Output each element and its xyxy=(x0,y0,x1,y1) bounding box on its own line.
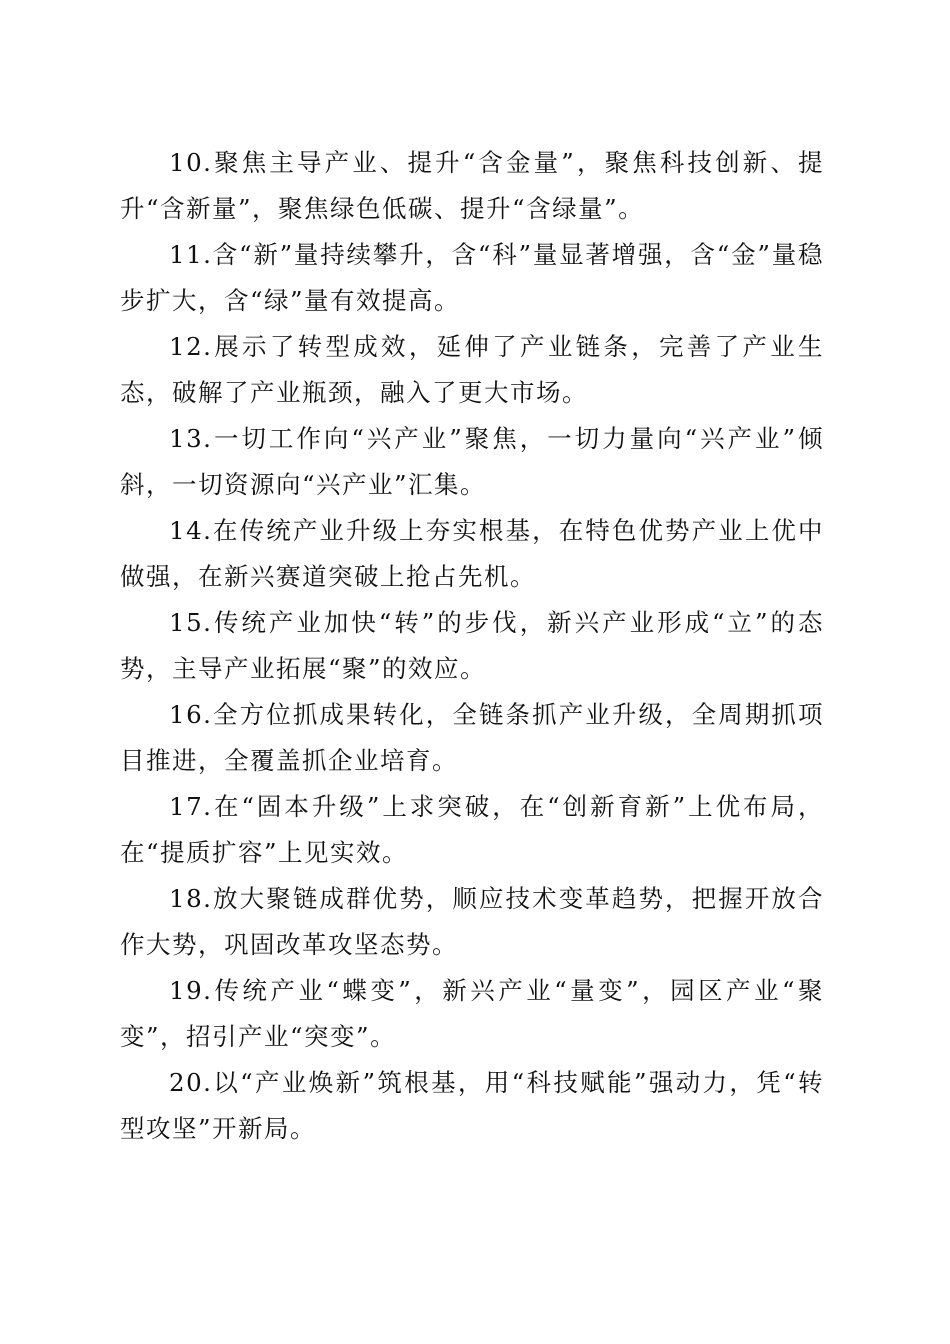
list-item-18: 18.放大聚链成群优势，顺应技术变革趋势，把握开放合作大势，巩固改革攻坚态势。 xyxy=(120,884,824,959)
list-item-15: 15.传统产业加快“转”的步伐，新兴产业形成“立”的态势，主导产业拓展“聚”的效应。 xyxy=(120,608,824,683)
list-item-12: 12.展示了转型成效，延伸了产业链条，完善了产业生态，破解了产业瓶颈，融入了更大市场。 xyxy=(120,332,824,407)
list-item-11: 11.含“新”量持续攀升，含“科”量显著增强，含“金”量稳步扩大，含“绿”量有效提高。 xyxy=(120,240,824,315)
list-item-16: 16.全方位抓成果转化，全链条抓产业升级，全周期抓项目推进，全覆盖抓企业培育。 xyxy=(120,700,824,775)
list-item-14: 14.在传统产业升级上夯实根基，在特色优势产业上优中做强，在新兴赛道突破上抢占先机。 xyxy=(120,516,824,591)
list-item-19: 19.传统产业“蝶变”，新兴产业“量变”，园区产业“聚变”，招引产业“突变”。 xyxy=(120,976,824,1051)
list-item-13: 13.一切工作向“兴产业”聚焦，一切力量向“兴产业”倾斜，一切资源向“兴产业”汇集。 xyxy=(120,424,824,499)
list-item-17: 17.在“固本升级”上求突破，在“创新育新”上优布局，在“提质扩容”上见实效。 xyxy=(120,792,824,867)
document-page xyxy=(120,140,824,1152)
list-item-20: 20.以“产业焕新”筑根基，用“科技赋能”强动力，凭“转型攻坚”开新局。 xyxy=(120,1068,824,1143)
list-item-10: 10.聚焦主导产业、提升“含金量”，聚焦科技创新、提升“含新量”，聚焦绿色低碳、提升“含绿量”。 xyxy=(120,148,824,223)
